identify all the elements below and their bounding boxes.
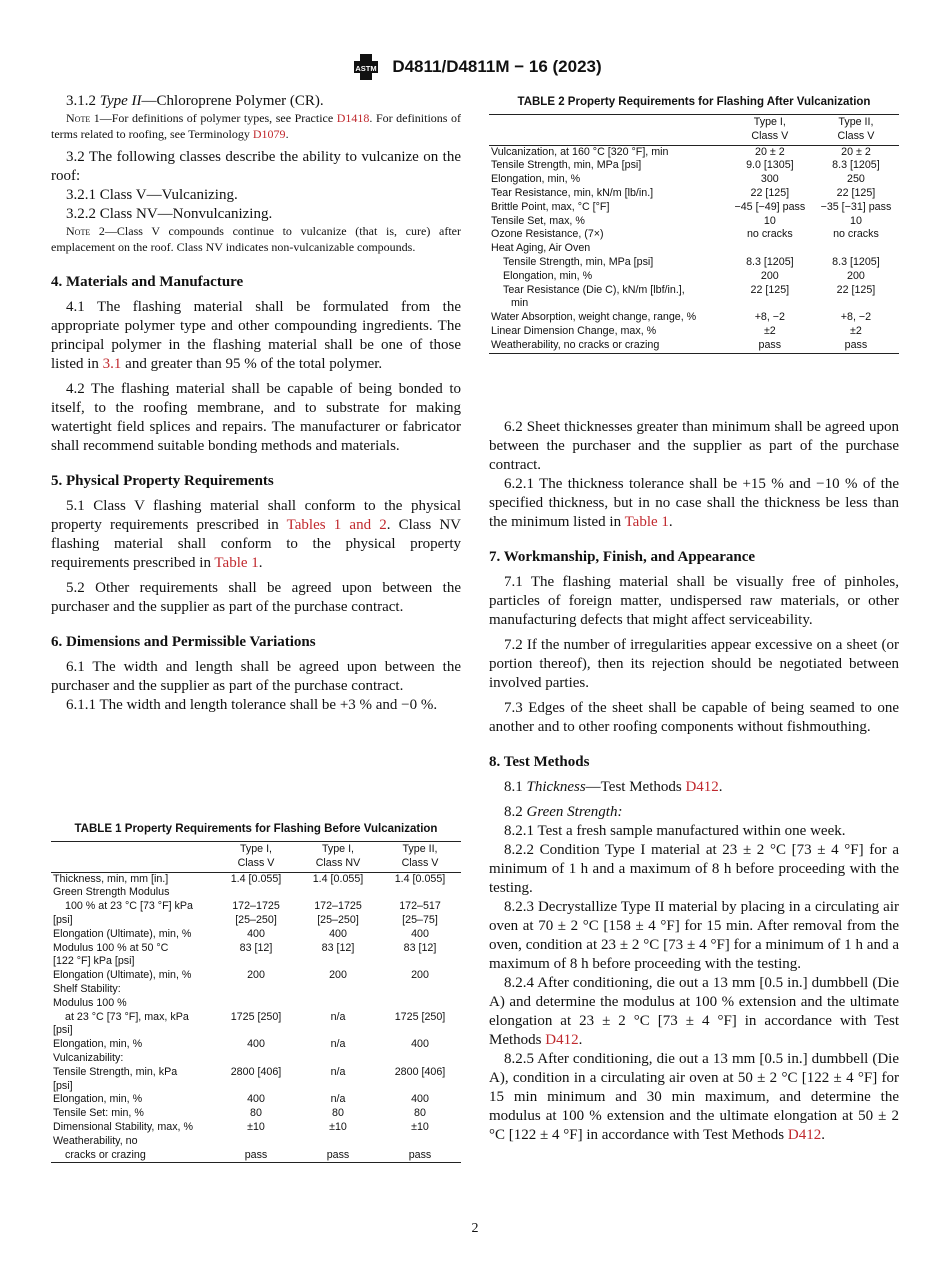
- page-header: [0, 52, 950, 82]
- heading-5: 5. Physical Property Requirements: [51, 473, 274, 489]
- cell-value: n/a: [330, 1093, 346, 1106]
- cell-value: ±2: [763, 324, 776, 337]
- cell-value: 8.3 [1205]: [832, 159, 880, 172]
- cell-value: ±10: [329, 1120, 347, 1133]
- section-number: 8.2: [504, 804, 527, 820]
- note-label: Note 2: [66, 224, 105, 238]
- row-label: Tensile Strength, min, MPa [psi]: [503, 255, 654, 268]
- left-column: [51, 92, 461, 715]
- row-label: Ozone Resistance, (7×): [491, 228, 604, 241]
- table-row: [51, 955, 461, 969]
- row-label: at 23 °C [73 °F], max, kPa: [65, 1010, 189, 1023]
- cell-value: 172–517: [399, 900, 441, 913]
- cell-value: 8.3 [1205]: [832, 255, 880, 268]
- cell-value: 10: [850, 214, 862, 227]
- cell-value: [215, 1052, 297, 1066]
- row-label: Tensile Set, max, %: [491, 214, 585, 227]
- cell-value: 1725 [250]: [394, 1010, 446, 1023]
- section-text: —Test Methods: [585, 779, 686, 795]
- cell-value: +8, −2: [754, 311, 785, 324]
- cell-value: [215, 1024, 297, 1038]
- table-row: [51, 1038, 461, 1052]
- cell-value: [297, 1135, 379, 1149]
- row-label: Tensile Set: min, %: [53, 1107, 144, 1120]
- cell-value: no cracks: [746, 228, 793, 241]
- cell-value: [215, 983, 297, 997]
- cell-value: 200: [411, 969, 429, 982]
- cell-value: [379, 1052, 461, 1066]
- table-row: [489, 339, 899, 353]
- section-7-2: 7.2 If the number of irregularities appear excessive on a sheet (or portion thereof), then its rejection should be negotiated between involved parties.: [489, 637, 899, 691]
- table-row: [489, 284, 899, 298]
- link-tables-1-2[interactable]: Tables 1 and 2: [286, 517, 387, 533]
- cell-value: [215, 886, 297, 900]
- row-label: Linear Dimension Change, max, %: [491, 324, 657, 337]
- row-label: Elongation (Ultimate), min, %: [53, 969, 192, 982]
- table-row: [489, 256, 899, 270]
- table-row: [51, 872, 461, 886]
- section-5-2: 5.2 Other requirements shall be agreed upon between the purchaser and the supplier as part of the purchase contract.: [51, 580, 461, 615]
- table-1-caption: TABLE 1 Property Requirements for Flashing Before Vulcanization: [74, 823, 438, 835]
- table-row: [51, 914, 461, 928]
- cell-value: 22 [125]: [836, 283, 876, 296]
- cell-value: [727, 242, 813, 256]
- link-d1079[interactable]: D1079: [252, 126, 286, 141]
- table-row: [51, 1135, 461, 1149]
- row-label: Modulus 100 %: [53, 996, 127, 1009]
- section-text: .: [718, 779, 723, 795]
- cell-value: pass: [379, 1149, 461, 1163]
- table-row: [489, 228, 899, 242]
- table-row: [51, 1121, 461, 1135]
- table-row: [489, 215, 899, 229]
- cell-value: 1.4 [0.055]: [312, 872, 364, 885]
- row-label: Shelf Stability:: [53, 982, 121, 995]
- note-text: .: [285, 126, 289, 141]
- row-label: Tensile Strength, min, MPa [psi]: [491, 159, 642, 172]
- logo-text: ASTM: [355, 64, 377, 73]
- cell-value: 1725 [250]: [230, 1010, 282, 1023]
- table-row: [51, 1066, 461, 1080]
- table-row: [489, 145, 899, 159]
- cell-value: 9.0 [1305]: [746, 159, 794, 172]
- table-row: [51, 886, 461, 900]
- cell-value: 2800 [406]: [230, 1065, 282, 1078]
- table-row: [51, 1011, 461, 1025]
- note-text: . For definitions of terms related to roofing, see Terminology: [51, 111, 462, 141]
- table-row: [51, 1024, 461, 1038]
- section-8-2-3: 8.2.3 Decrystallize Type II material by placing in a circulating air oven at 70 ± 2 °C [158 ± 4 °F] for 15 min. After removal from the oven, condition at 23 ± 2 °C [73 ± 4 °F] for a minimum of 1 h and a maximum of 8 h before proceeding with the testing.: [489, 899, 899, 972]
- cell-value: −35 [−31] pass: [820, 200, 892, 213]
- cell-value: 200: [847, 269, 865, 282]
- cell-value: [727, 297, 813, 311]
- row-label: cracks or crazing: [51, 1149, 215, 1163]
- row-label: Elongation, min, %: [53, 1093, 143, 1106]
- cell-value: pass: [813, 339, 899, 353]
- cell-value: 20 ± 2: [841, 145, 871, 158]
- row-label: Vulcanizability:: [53, 1051, 124, 1064]
- section-8-2-4: [489, 974, 899, 1050]
- row-label: Tear Resistance (Die C), kN/m [lbf/in.],: [503, 283, 685, 296]
- table-row: [51, 928, 461, 942]
- row-label: Weatherability, no cracks or crazing: [489, 339, 727, 353]
- cell-value: [25–250]: [235, 913, 277, 926]
- cell-value: 83 [12]: [403, 941, 437, 954]
- cell-value: pass: [215, 1149, 297, 1163]
- row-label: min: [511, 297, 529, 310]
- cell-value: [297, 983, 379, 997]
- cell-value: 250: [847, 173, 865, 186]
- link-table-1[interactable]: Table 1: [624, 514, 669, 530]
- row-label: [122 °F] kPa [psi]: [53, 955, 135, 968]
- note-label: Note 1: [66, 111, 100, 125]
- cell-value: no cracks: [833, 228, 879, 241]
- row-label: Tear Resistance, min, kN/m [lb/in.]: [491, 186, 654, 199]
- astm-logo-icon: [348, 52, 384, 82]
- table-1-body: [51, 872, 461, 1163]
- cell-value: [215, 1080, 297, 1094]
- section-number: 3.1.2: [66, 93, 96, 109]
- cell-value: [297, 955, 379, 969]
- note-2: [51, 224, 461, 255]
- section-5-1: [51, 497, 461, 573]
- table-row: [489, 325, 899, 339]
- table-2-body: [489, 145, 899, 353]
- cell-value: 200: [329, 969, 347, 982]
- link-d412[interactable]: D412: [685, 779, 719, 795]
- section-4-2: 4.2 The flashing material shall be capable of being bonded to itself, to the roofing membrane, and to substrate for making watertight field splices and repairs. The manufacturer or fabricator shall recommend suitable bonding methods and materials.: [51, 381, 461, 454]
- row-label: Elongation (Ultimate), min, %: [53, 927, 192, 940]
- cell-value: [297, 997, 379, 1011]
- link-3-1[interactable]: 3.1: [102, 356, 122, 372]
- cell-value: 400: [247, 927, 265, 940]
- table-2-grid: [489, 114, 899, 354]
- cell-value: n/a: [330, 1038, 346, 1051]
- row-label: Tensile Strength, min, kPa: [53, 1065, 178, 1078]
- section-text: and greater than 95 % of the total polymer.: [121, 356, 383, 372]
- row-label: Thickness, min, mm [in.]: [53, 872, 169, 885]
- table-row: [51, 997, 461, 1011]
- section-title: Green Strength:: [526, 804, 623, 820]
- table-header: Type II, Class V: [379, 842, 461, 873]
- row-label: Heat Aging, Air Oven: [491, 242, 591, 255]
- cell-value: 300: [760, 173, 779, 186]
- table-header-label: [489, 115, 727, 146]
- cell-value: pass: [297, 1149, 379, 1163]
- section-text: .: [578, 1032, 583, 1048]
- cell-value: [297, 1080, 379, 1094]
- section-text: .: [258, 555, 263, 571]
- cell-value: 400: [411, 1093, 429, 1106]
- section-8-2: [489, 803, 899, 822]
- table-2-caption: TABLE 2 Property Requirements for Flashing After Vulcanization: [517, 96, 871, 108]
- cell-value: 400: [329, 927, 347, 940]
- table-header: Type II, Class V: [813, 115, 899, 146]
- cell-value: [379, 997, 461, 1011]
- link-d412[interactable]: D412: [787, 1127, 822, 1143]
- note-text: —For definitions of polymer types, see Practice: [99, 111, 337, 125]
- cell-value: 22 [125]: [750, 283, 790, 296]
- cell-value: 400: [247, 1038, 265, 1051]
- cell-value: ±2: [850, 324, 862, 337]
- cell-value: [813, 297, 899, 311]
- row-label: Weatherability, no: [53, 1134, 138, 1147]
- cell-value: ±10: [411, 1120, 429, 1133]
- cell-value: +8, −2: [840, 311, 872, 324]
- cell-value: [215, 997, 297, 1011]
- row-label: [psi]: [53, 1024, 73, 1037]
- table-row: [489, 270, 899, 284]
- cell-value: [297, 1052, 379, 1066]
- section-text: —Chloroprene Polymer (CR).: [141, 93, 324, 109]
- cell-value: 80: [332, 1107, 344, 1120]
- section-text: .: [668, 514, 673, 530]
- note-text: —Class V compounds continue to vulcanize (that is, cure) after emplacement on the roof. Class NV indicates non-vulcanizable compounds.: [51, 224, 462, 254]
- right-column: [489, 418, 899, 1145]
- section-8-2-1: 8.2.1 Test a fresh sample manufactured within one week.: [504, 823, 846, 839]
- table-row: [489, 311, 899, 325]
- row-label: Modulus 100 % at 50 °C: [53, 941, 169, 954]
- row-label: Elongation, min, %: [491, 173, 581, 186]
- table-row: [51, 1107, 461, 1121]
- link-d412[interactable]: D412: [545, 1032, 579, 1048]
- table-row: [51, 1080, 461, 1094]
- table-row: [51, 969, 461, 983]
- section-4-1: [51, 298, 461, 374]
- row-label: [psi]: [53, 1079, 73, 1092]
- cell-value: 8.3 [1205]: [746, 255, 794, 268]
- cell-value: 172–1725: [232, 900, 280, 913]
- cell-value: [379, 886, 461, 900]
- table-row: [489, 187, 899, 201]
- page-number: 2: [471, 1221, 479, 1236]
- section-text: 8.2.4 After conditioning, die out a 13 mm [0.5 in.] dumbbell (Die A) and determine the modulus at 100 % extension and the ultimate elongation at 23 ± 2 °C [73 ± 4 °F] in accordance with Test Methods: [489, 975, 899, 1048]
- table-row: [51, 983, 461, 997]
- heading-4: 4. Materials and Manufacture: [51, 274, 244, 290]
- table-row: [51, 1093, 461, 1107]
- note-1: [51, 111, 461, 142]
- row-label: Vulcanization, at 160 °C [320 °F], min: [491, 145, 669, 158]
- row-label: Dimensional Stability, max, %: [53, 1120, 193, 1133]
- heading-6: 6. Dimensions and Permissible Variations: [51, 634, 316, 650]
- section-text: . Class NV flashing material shall conform to the physical property requirements prescribed in: [51, 517, 462, 571]
- section-6-2-1: [489, 475, 899, 532]
- section-7-1: 7.1 The flashing material shall be visually free of pinholes, particles of foreign matter, undispersed raw materials, or other manufacturing defects that might affect serviceability.: [489, 574, 899, 628]
- cell-value: [379, 983, 461, 997]
- cell-value: [379, 1080, 461, 1094]
- row-label: 100 % at 23 °C [73 °F] kPa: [65, 900, 193, 913]
- table-row: [51, 900, 461, 914]
- cell-value: [379, 955, 461, 969]
- cell-value: [25–250]: [317, 913, 359, 926]
- row-label: Green Strength Modulus: [53, 886, 170, 899]
- cell-value: 80: [250, 1107, 262, 1120]
- section-text: 4.1 The flashing material shall be formulated from the appropriate polymer type and other compounding ingredients. The principal polymer in the flashing material shall be one of those listed in: [51, 299, 461, 372]
- link-table-1[interactable]: Table 1: [214, 555, 259, 571]
- section-text: 8.2.5 After conditioning, die out a 13 mm [0.5 in.] dumbbell (Die A), condition in a circulating air oven at 50 ± 2 °C [122 ± 4 °F] for 15 min minimum and 30 min maximum, and determine the modulus at 100 % extension and the ultimate elongation at 50 ± 2 °C [122 ± 4 °F] in accordance with Test Methods: [489, 1051, 899, 1143]
- section-3-2-2: 3.2.2 Class NV—Nonvulcanizing.: [66, 206, 273, 222]
- table-1-grid: [51, 841, 461, 1163]
- cell-value: [25–75]: [402, 913, 438, 926]
- cell-value: 172–1725: [314, 900, 362, 913]
- table-1: [51, 822, 461, 1163]
- cell-value: 83 [12]: [239, 941, 273, 954]
- table-row: [489, 201, 899, 215]
- section-8-2-2: 8.2.2 Condition Type I material at 23 ± 2 °C [73 ± 4 °F] for a minimum of 1 h and a maximum of 8 h before proceeding with the testing.: [489, 842, 899, 896]
- table-row: [489, 173, 899, 187]
- section-6-2: 6.2 Sheet thicknesses greater than minimum shall be agreed upon between the purchaser and the supplier as part of the purchase contract.: [489, 419, 899, 473]
- cell-value: 400: [411, 1038, 429, 1051]
- cell-value: [379, 1024, 461, 1038]
- table-row: [51, 1149, 461, 1163]
- table-row: [51, 1052, 461, 1066]
- section-text: 6.2.1 The thickness tolerance shall be +15 % and −10 % of the specified thickness, but in no case shall the thickness be less than the minimum listed in: [489, 476, 899, 530]
- table-row: [489, 297, 899, 311]
- section-6-1-1: 6.1.1 The width and length tolerance shall be +3 % and −0 %.: [66, 697, 438, 713]
- cell-value: [297, 886, 379, 900]
- cell-value: 200: [247, 969, 265, 982]
- heading-8: 8. Test Methods: [489, 754, 590, 770]
- section-number: 8.1: [504, 779, 527, 795]
- cell-value: n/a: [330, 1065, 346, 1078]
- cell-value: 22 [125]: [750, 186, 790, 199]
- row-label: Brittle Point, max, °C [°F]: [491, 200, 610, 213]
- link-d1418[interactable]: D1418: [336, 111, 370, 125]
- heading-7: 7. Workmanship, Finish, and Appearance: [489, 549, 756, 565]
- cell-value: [297, 1024, 379, 1038]
- section-7-3: 7.3 Edges of the sheet shall be capable of being seamed to one another and to other roofing components without fishmouthing.: [489, 700, 899, 735]
- cell-value: 20 ± 2: [755, 145, 785, 158]
- table-2: [489, 95, 899, 354]
- table-row: [51, 942, 461, 956]
- section-3-1-2: [51, 92, 461, 111]
- table-header-label: [51, 842, 215, 873]
- section-title: Type II: [99, 93, 142, 109]
- row-label: [psi]: [53, 913, 73, 926]
- cell-value: [215, 1135, 297, 1149]
- cell-value: 80: [414, 1107, 426, 1120]
- cell-value: 1.4 [0.055]: [394, 872, 446, 885]
- section-text: .: [821, 1127, 825, 1143]
- standard-designation: D4811/D4811M − 16 (2023): [392, 57, 602, 76]
- cell-value: n/a: [330, 1010, 346, 1023]
- cell-value: 400: [247, 1093, 265, 1106]
- cell-value: [379, 1135, 461, 1149]
- cell-value: 83 [12]: [321, 941, 355, 954]
- cell-value: −45 [−49] pass: [734, 200, 806, 213]
- table-row: [489, 159, 899, 173]
- cell-value: [813, 242, 899, 256]
- cell-value: pass: [727, 339, 813, 353]
- section-title: Thickness: [526, 779, 586, 795]
- table-row: [489, 242, 899, 256]
- cell-value: ±10: [247, 1120, 265, 1133]
- cell-value: 10: [763, 214, 776, 227]
- section-3-2: 3.2 The following classes describe the ability to vulcanize on the roof:: [51, 149, 461, 184]
- section-8-2-5: [489, 1050, 899, 1145]
- cell-value: [215, 955, 297, 969]
- section-8-1: [489, 778, 899, 797]
- table-header: Type I, Class V: [215, 842, 297, 873]
- row-label: Elongation, min, %: [503, 269, 593, 282]
- cell-value: 1.4 [0.055]: [230, 872, 282, 885]
- cell-value: 400: [411, 927, 429, 940]
- section-text: 5.1 Class V flashing material shall conform to the physical property requirements prescribed in: [51, 498, 461, 533]
- row-label: Elongation, min, %: [53, 1038, 143, 1051]
- section-3-2-1: 3.2.1 Class V—Vulcanizing.: [66, 187, 238, 203]
- section-6-1: 6.1 The width and length shall be agreed upon between the purchaser and the supplier as part of the purchase contract.: [51, 659, 461, 694]
- row-label: Water Absorption, weight change, range, %: [491, 311, 697, 324]
- cell-value: 200: [760, 269, 779, 282]
- cell-value: 2800 [406]: [394, 1065, 446, 1078]
- table-header: Type I, Class V: [727, 115, 813, 146]
- table-header: Type I, Class NV: [297, 842, 379, 873]
- cell-value: 22 [125]: [836, 186, 876, 199]
